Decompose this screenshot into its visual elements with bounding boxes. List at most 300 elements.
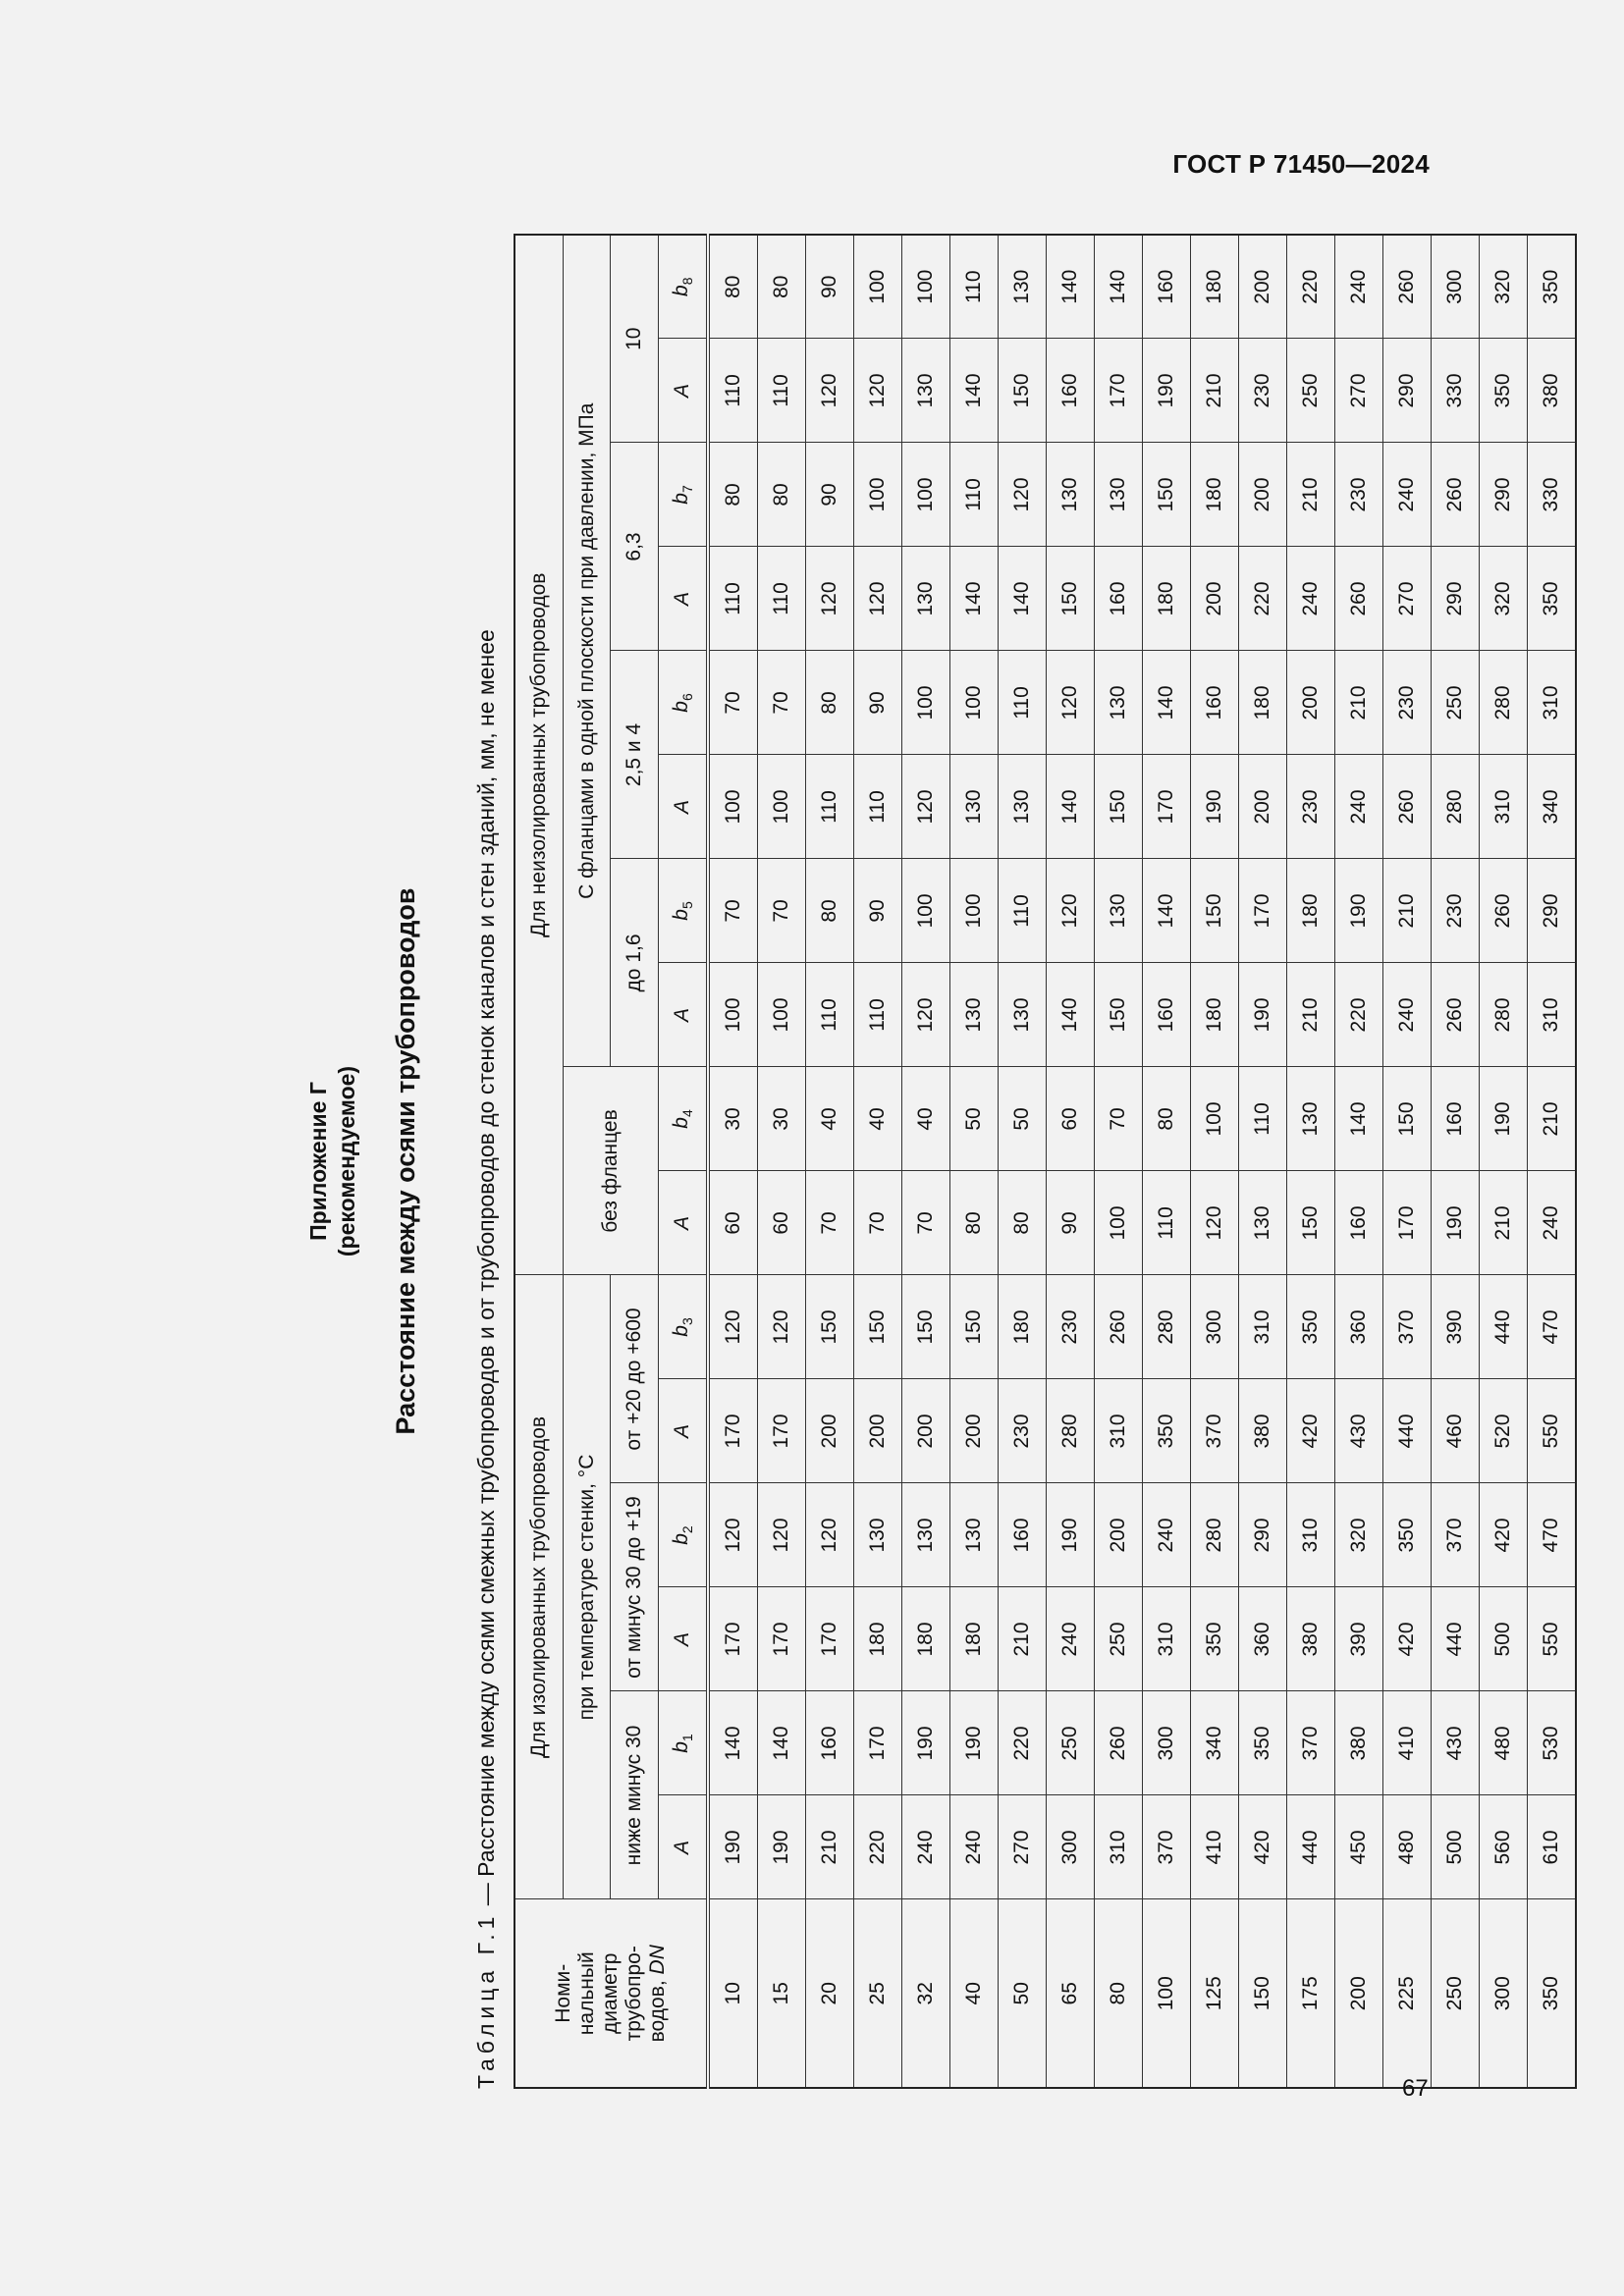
table-row	[1191, 235, 1239, 2088]
value-cell: 100	[950, 859, 999, 963]
value-cell: 200	[1239, 235, 1287, 339]
value-cell: 60	[1047, 1067, 1095, 1171]
value-cell: 480	[1383, 1795, 1432, 1899]
value-cell: 180	[902, 1587, 950, 1691]
value-cell: 80	[758, 443, 806, 547]
dn-cell: 300	[1480, 1899, 1528, 2088]
value-cell: 110	[806, 963, 854, 1067]
value-cell: 130	[1095, 651, 1143, 755]
value-cell: 130	[902, 1483, 950, 1587]
value-cell: 120	[854, 547, 902, 651]
value-cell: 320	[1480, 235, 1528, 339]
value-cell: 160	[1143, 963, 1191, 1067]
table-body	[708, 235, 1576, 2088]
value-cell: 120	[806, 547, 854, 651]
dn-cell: 25	[854, 1899, 902, 2088]
value-cell: 110	[950, 235, 999, 339]
value-cell: 210	[1383, 859, 1432, 963]
value-cell: 150	[1095, 963, 1143, 1067]
table-row	[708, 235, 758, 2088]
value-cell: 290	[1480, 443, 1528, 547]
value-cell: 250	[1095, 1587, 1143, 1691]
value-cell: 120	[902, 963, 950, 1067]
value-cell: 140	[1095, 235, 1143, 339]
value-cell: 140	[708, 1691, 758, 1795]
value-cell: 230	[1047, 1275, 1095, 1379]
value-cell: 100	[902, 651, 950, 755]
value-cell: 70	[758, 651, 806, 755]
header-pressure-6-3: 6,3	[611, 443, 659, 651]
value-cell: 140	[999, 547, 1047, 651]
value-cell: 350	[1239, 1691, 1287, 1795]
value-cell: 70	[902, 1171, 950, 1275]
value-cell: 80	[708, 235, 758, 339]
value-cell: 370	[1143, 1795, 1191, 1899]
value-cell: 250	[1047, 1691, 1095, 1795]
header-b1: $b_1$	[659, 1691, 709, 1795]
value-cell: 350	[1383, 1483, 1432, 1587]
value-cell: 190	[758, 1795, 806, 1899]
value-cell: 260	[1383, 755, 1432, 859]
value-cell: 530	[1528, 1691, 1577, 1795]
table-caption-text: — Расстояние между осями смежных трубопроводов и от трубопроводов до стенок каналов и стен зданий, мм, не менее	[473, 629, 499, 1912]
header-b8: $b_8$	[659, 235, 709, 339]
value-cell: 210	[1480, 1171, 1528, 1275]
value-cell: 140	[1335, 1067, 1383, 1171]
value-cell: 300	[1432, 235, 1480, 339]
value-cell: 180	[950, 1587, 999, 1691]
value-cell: 230	[1335, 443, 1383, 547]
value-cell: 160	[1335, 1171, 1383, 1275]
value-cell: 410	[1191, 1795, 1239, 1899]
value-cell: 70	[854, 1171, 902, 1275]
value-cell: 200	[1287, 651, 1335, 755]
value-cell: 140	[1143, 651, 1191, 755]
value-cell: 480	[1480, 1691, 1528, 1795]
dn-cell: 80	[1095, 1899, 1143, 2088]
header-b5: $b_5$	[659, 859, 709, 963]
header-temp-below-minus-30: ниже минус 30	[611, 1691, 659, 1899]
header-a: A	[659, 755, 709, 859]
header-uninsulated: Для неизолированных трубопроводов	[514, 235, 564, 1275]
table-caption	[473, 234, 500, 2089]
value-cell: 130	[902, 547, 950, 651]
value-cell: 130	[1047, 443, 1095, 547]
value-cell: 230	[1287, 755, 1335, 859]
value-cell: 110	[999, 859, 1047, 963]
value-cell: 210	[806, 1795, 854, 1899]
value-cell: 150	[1287, 1171, 1335, 1275]
value-cell: 120	[708, 1483, 758, 1587]
dn-cell: 40	[950, 1899, 999, 2088]
value-cell: 280	[1047, 1379, 1095, 1483]
value-cell: 470	[1528, 1483, 1577, 1587]
value-cell: 440	[1383, 1379, 1432, 1483]
value-cell: 210	[1335, 651, 1383, 755]
value-cell: 110	[854, 963, 902, 1067]
value-cell: 260	[1432, 443, 1480, 547]
value-cell: 200	[902, 1379, 950, 1483]
value-cell: 240	[1335, 235, 1383, 339]
value-cell: 120	[1191, 1171, 1239, 1275]
value-cell: 190	[1047, 1483, 1095, 1587]
value-cell: 110	[708, 339, 758, 443]
header-no-flanges: без фланцев	[564, 1067, 659, 1275]
dn-cell: 125	[1191, 1899, 1239, 2088]
value-cell: 550	[1528, 1379, 1577, 1483]
value-cell: 80	[708, 443, 758, 547]
value-cell: 390	[1335, 1587, 1383, 1691]
dn-cell: 20	[806, 1899, 854, 2088]
annex-heading	[304, 234, 361, 2089]
value-cell: 70	[708, 651, 758, 755]
header-b6: $b_6$	[659, 651, 709, 755]
value-cell: 340	[1528, 755, 1577, 859]
document-code: ГОСТ Р 71450—2024	[1172, 149, 1430, 179]
value-cell: 420	[1383, 1587, 1432, 1691]
value-cell: 430	[1335, 1379, 1383, 1483]
value-cell: 170	[758, 1379, 806, 1483]
value-cell: 120	[902, 755, 950, 859]
value-cell: 200	[950, 1379, 999, 1483]
value-cell: 190	[1335, 859, 1383, 963]
value-cell: 380	[1287, 1587, 1335, 1691]
value-cell: 40	[806, 1067, 854, 1171]
dn-cell: 50	[999, 1899, 1047, 2088]
value-cell: 210	[1287, 443, 1335, 547]
value-cell: 310	[1095, 1379, 1143, 1483]
value-cell: 190	[1143, 339, 1191, 443]
value-cell: 410	[1383, 1691, 1432, 1795]
value-cell: 120	[708, 1275, 758, 1379]
dn-cell: 350	[1528, 1899, 1577, 2088]
value-cell: 130	[854, 1483, 902, 1587]
value-cell: 90	[806, 235, 854, 339]
value-cell: 140	[1143, 859, 1191, 963]
value-cell: 190	[708, 1795, 758, 1899]
value-cell: 230	[1239, 339, 1287, 443]
value-cell: 90	[806, 443, 854, 547]
value-cell: 230	[1383, 651, 1432, 755]
value-cell: 120	[999, 443, 1047, 547]
value-cell: 220	[1335, 963, 1383, 1067]
value-cell: 310	[1528, 651, 1577, 755]
table-row	[1287, 235, 1335, 2088]
header-a: A	[659, 1587, 709, 1691]
value-cell: 120	[854, 339, 902, 443]
value-cell: 150	[1095, 755, 1143, 859]
value-cell: 130	[1239, 1171, 1287, 1275]
value-cell: 120	[758, 1483, 806, 1587]
dn-cell: 250	[1432, 1899, 1480, 2088]
header-temp-minus-30-to-19: от минус 30 до +19	[611, 1483, 659, 1691]
value-cell: 300	[1047, 1795, 1095, 1899]
value-cell: 370	[1383, 1275, 1432, 1379]
value-cell: 170	[1143, 755, 1191, 859]
value-cell: 180	[1143, 547, 1191, 651]
value-cell: 140	[950, 339, 999, 443]
value-cell: 550	[1528, 1587, 1577, 1691]
value-cell: 370	[1432, 1483, 1480, 1587]
value-cell: 170	[758, 1587, 806, 1691]
value-cell: 150	[1383, 1067, 1432, 1171]
value-cell: 120	[1047, 651, 1095, 755]
value-cell: 460	[1432, 1379, 1480, 1483]
value-cell: 50	[999, 1067, 1047, 1171]
value-cell: 170	[1239, 859, 1287, 963]
value-cell: 90	[854, 859, 902, 963]
table-row	[1143, 235, 1191, 2088]
value-cell: 270	[999, 1795, 1047, 1899]
value-cell: 170	[1095, 339, 1143, 443]
value-cell: 370	[1287, 1691, 1335, 1795]
value-cell: 60	[708, 1171, 758, 1275]
value-cell: 430	[1432, 1691, 1480, 1795]
value-cell: 90	[1047, 1171, 1095, 1275]
value-cell: 200	[854, 1379, 902, 1483]
value-cell: 260	[1095, 1275, 1143, 1379]
value-cell: 210	[1287, 963, 1335, 1067]
table-row	[806, 235, 854, 2088]
value-cell: 130	[950, 1483, 999, 1587]
table-row	[999, 235, 1047, 2088]
value-cell: 330	[1432, 339, 1480, 443]
value-cell: 160	[1095, 547, 1143, 651]
header-b7: $b_7$	[659, 443, 709, 547]
value-cell: 130	[1095, 443, 1143, 547]
value-cell: 440	[1287, 1795, 1335, 1899]
table-row	[1047, 235, 1095, 2088]
value-cell: 130	[999, 235, 1047, 339]
value-cell: 180	[854, 1587, 902, 1691]
value-cell: 260	[1480, 859, 1528, 963]
value-cell: 280	[1480, 963, 1528, 1067]
value-cell: 130	[950, 755, 999, 859]
value-cell: 70	[708, 859, 758, 963]
value-cell: 250	[1432, 651, 1480, 755]
value-cell: 150	[806, 1275, 854, 1379]
value-cell: 240	[1383, 443, 1432, 547]
value-cell: 220	[1287, 235, 1335, 339]
value-cell: 210	[999, 1587, 1047, 1691]
value-cell: 150	[950, 1275, 999, 1379]
table-row	[1335, 235, 1383, 2088]
value-cell: 30	[758, 1067, 806, 1171]
value-cell: 180	[1239, 651, 1287, 755]
value-cell: 140	[1047, 755, 1095, 859]
value-cell: 340	[1191, 1691, 1239, 1795]
dn-cell: 175	[1287, 1899, 1335, 2088]
annex-subtitle: (рекомендуемое)	[334, 1065, 359, 1257]
value-cell: 280	[1432, 755, 1480, 859]
value-cell: 290	[1528, 859, 1577, 963]
value-cell: 320	[1480, 547, 1528, 651]
value-cell: 360	[1239, 1587, 1287, 1691]
value-cell: 160	[1143, 235, 1191, 339]
value-cell: 440	[1480, 1275, 1528, 1379]
dn-cell: 200	[1335, 1899, 1383, 2088]
value-cell: 100	[708, 963, 758, 1067]
value-cell: 80	[999, 1171, 1047, 1275]
section-title: Расстояние между осями трубопроводов	[391, 887, 420, 1435]
value-cell: 450	[1335, 1795, 1383, 1899]
value-cell: 380	[1239, 1379, 1287, 1483]
value-cell: 80	[806, 859, 854, 963]
header-b3: $b_3$	[659, 1275, 709, 1379]
value-cell: 40	[902, 1067, 950, 1171]
value-cell: 200	[806, 1379, 854, 1483]
value-cell: 190	[902, 1691, 950, 1795]
dn-cell: 100	[1143, 1899, 1191, 2088]
table-head	[514, 235, 708, 2088]
dn-cell: 32	[902, 1899, 950, 2088]
header-a: A	[659, 963, 709, 1067]
value-cell: 240	[1047, 1587, 1095, 1691]
header-a: A	[659, 1795, 709, 1899]
header-pressure-2-5-and-4: 2,5 и 4	[611, 651, 659, 859]
value-cell: 110	[854, 755, 902, 859]
value-cell: 310	[1287, 1483, 1335, 1587]
header-b4: $b_4$	[659, 1067, 709, 1171]
value-cell: 520	[1480, 1379, 1528, 1483]
table-row	[1239, 235, 1287, 2088]
value-cell: 110	[1143, 1171, 1191, 1275]
header-b2: $b_2$	[659, 1483, 709, 1587]
value-cell: 40	[854, 1067, 902, 1171]
value-cell: 80	[1143, 1067, 1191, 1171]
value-cell: 130	[999, 963, 1047, 1067]
dn-cell: 15	[758, 1899, 806, 2088]
value-cell: 110	[999, 651, 1047, 755]
value-cell: 380	[1528, 339, 1577, 443]
value-cell: 170	[1383, 1171, 1432, 1275]
table-row	[854, 235, 902, 2088]
table-row	[902, 235, 950, 2088]
header-flanged: С фланцами в одной плоскости при давлении, МПа	[564, 235, 611, 1067]
value-cell: 30	[708, 1067, 758, 1171]
value-cell: 560	[1480, 1795, 1528, 1899]
dn-cell: 225	[1383, 1899, 1432, 2088]
value-cell: 260	[1335, 547, 1383, 651]
value-cell: 270	[1383, 547, 1432, 651]
value-cell: 500	[1480, 1587, 1528, 1691]
value-cell: 70	[1095, 1067, 1143, 1171]
value-cell: 140	[950, 547, 999, 651]
value-cell: 100	[902, 443, 950, 547]
value-cell: 260	[1383, 235, 1432, 339]
value-cell: 350	[1528, 235, 1577, 339]
value-cell: 320	[1335, 1483, 1383, 1587]
value-cell: 160	[806, 1691, 854, 1795]
value-cell: 240	[1335, 755, 1383, 859]
table-row	[950, 235, 999, 2088]
header-a: A	[659, 339, 709, 443]
value-cell: 370	[1191, 1379, 1239, 1483]
value-cell: 310	[1239, 1275, 1287, 1379]
value-cell: 240	[902, 1795, 950, 1899]
value-cell: 270	[1335, 339, 1383, 443]
header-pressure-10: 10	[611, 235, 659, 443]
value-cell: 100	[854, 235, 902, 339]
distance-table	[514, 234, 1577, 2089]
value-cell: 140	[1047, 235, 1095, 339]
value-cell: 240	[1143, 1483, 1191, 1587]
value-cell: 290	[1432, 547, 1480, 651]
dn-cell: 150	[1239, 1899, 1287, 2088]
header-a: A	[659, 1379, 709, 1483]
value-cell: 120	[806, 339, 854, 443]
table-row	[1480, 235, 1528, 2088]
value-cell: 420	[1287, 1379, 1335, 1483]
value-cell: 440	[1432, 1587, 1480, 1691]
value-cell: 210	[1191, 339, 1239, 443]
value-cell: 230	[999, 1379, 1047, 1483]
value-cell: 190	[1239, 963, 1287, 1067]
value-cell: 100	[854, 443, 902, 547]
value-cell: 180	[999, 1275, 1047, 1379]
value-cell: 350	[1191, 1587, 1239, 1691]
header-pressure-up-to-1-6: до 1,6	[611, 859, 659, 1067]
value-cell: 300	[1143, 1691, 1191, 1795]
value-cell: 80	[950, 1171, 999, 1275]
table-row	[758, 235, 806, 2088]
value-cell: 180	[1191, 963, 1239, 1067]
value-cell: 240	[950, 1795, 999, 1899]
value-cell: 70	[806, 1171, 854, 1275]
value-cell: 120	[806, 1483, 854, 1587]
value-cell: 190	[1191, 755, 1239, 859]
value-cell: 110	[758, 547, 806, 651]
value-cell: 350	[1528, 547, 1577, 651]
value-cell: 130	[950, 963, 999, 1067]
value-cell: 260	[1095, 1691, 1143, 1795]
value-cell: 170	[854, 1691, 902, 1795]
value-cell: 240	[1383, 963, 1432, 1067]
value-cell: 50	[950, 1067, 999, 1171]
value-cell: 350	[1287, 1275, 1335, 1379]
value-cell: 280	[1480, 651, 1528, 755]
value-cell: 120	[1047, 859, 1095, 963]
table-row	[1383, 235, 1432, 2088]
value-cell: 230	[1432, 859, 1480, 963]
value-cell: 250	[1287, 339, 1335, 443]
value-cell: 240	[1528, 1171, 1577, 1275]
value-cell: 220	[999, 1691, 1047, 1795]
table-row	[1432, 235, 1480, 2088]
value-cell: 180	[1287, 859, 1335, 963]
value-cell: 200	[1239, 755, 1287, 859]
dn-cell: 10	[708, 1899, 758, 2088]
value-cell: 80	[758, 235, 806, 339]
value-cell: 150	[999, 339, 1047, 443]
value-cell: 100	[758, 963, 806, 1067]
value-cell: 350	[1480, 339, 1528, 443]
value-cell: 190	[950, 1691, 999, 1795]
value-cell: 80	[806, 651, 854, 755]
value-cell: 90	[854, 651, 902, 755]
value-cell: 220	[854, 1795, 902, 1899]
value-cell: 300	[1191, 1275, 1239, 1379]
header-wall-temperature: при температуре стенки, °С	[564, 1275, 611, 1899]
value-cell: 130	[902, 339, 950, 443]
value-cell: 200	[1239, 443, 1287, 547]
value-cell: 110	[1239, 1067, 1287, 1171]
dn-cell: 65	[1047, 1899, 1095, 2088]
annex-title: Приложение Г	[305, 1082, 331, 1241]
value-cell: 150	[902, 1275, 950, 1379]
page-number: 67	[1402, 2075, 1429, 2102]
value-cell: 260	[1432, 963, 1480, 1067]
